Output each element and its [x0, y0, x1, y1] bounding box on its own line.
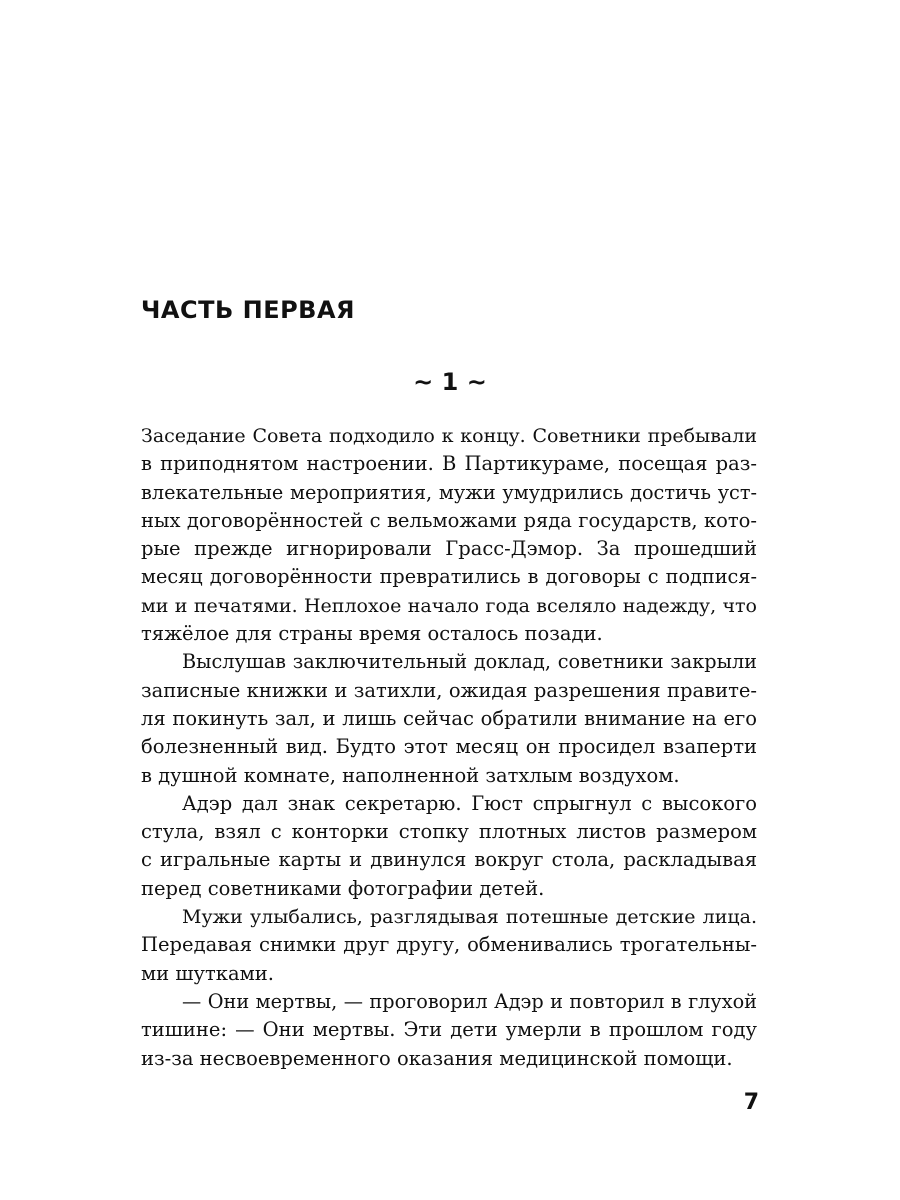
text-line: тишине: — Они мертвы. Эти дети умерли в прошлом году: [141, 1018, 757, 1042]
paragraph: [141, 790, 757, 903]
paragraph: [141, 648, 757, 789]
text-line: рые прежде игнорировали Грасс-Дэмор. За прошедший: [141, 537, 757, 561]
text-line: Адэр дал знак секретарю. Гюст спрыгнул с высокого: [182, 791, 757, 815]
text-line: ми шутками.: [141, 961, 274, 985]
text-line: стула, взял с конторки стопку плотных листов размером: [141, 820, 757, 844]
text-line: Заседание Совета подходило к концу. Советники пребывали: [141, 425, 757, 447]
text-line: записные книжки и затихли, ожидая разрешения правите-: [141, 678, 757, 702]
text-line: тяжёлое для страны время осталось позади.: [141, 622, 603, 646]
text-line: перед советниками фотографии детей.: [141, 876, 545, 900]
text-line: болезненный вид. Будто этот месяц он просидел взаперти: [141, 735, 757, 759]
text-line: из-за несвоевременного оказания медицинской помощи.: [141, 1046, 733, 1070]
paragraph: [141, 988, 757, 1073]
page-number: 7: [743, 1090, 759, 1115]
text-line: Передавая снимки друг другу, обменивались трогательны-: [141, 933, 757, 957]
text-line: ми и печатями. Неплохое начало года вселяло надежду, что: [141, 594, 757, 617]
text-line: Выслушав заключительный доклад, советники закрыли: [182, 650, 757, 674]
text-line: Мужи улыбались, разглядывая потешные детские лица.: [182, 906, 757, 929]
part-title: ЧАСТЬ ПЕРВАЯ: [141, 296, 356, 324]
paragraph: [141, 422, 757, 648]
paragraph: [141, 903, 757, 988]
chapter-number: ~ 1 ~: [413, 368, 487, 396]
text-line: месяц договорённости превратились в договоры с подпися-: [141, 565, 757, 589]
text-line: в душной комнате, наполненной затхлым воздухом.: [141, 763, 680, 787]
text-line: влекательные мероприятия, мужи умудрились достичь уст-: [141, 480, 757, 504]
text-line: — Они мертвы, — проговорил Адэр и повторил в глухой: [182, 989, 757, 1013]
chapter-body: [141, 422, 757, 1073]
text-line: с игральные карты и двинулся вокруг стола, раскладывая: [141, 848, 757, 872]
text-line: в приподнятом настроении. В Партикураме, посещая раз-: [141, 452, 757, 476]
text-line: ных договорённостей с вельможами ряда государств, кото-: [141, 508, 757, 532]
text-line: ля покинуть зал, и лишь сейчас обратили внимание на его: [141, 706, 757, 730]
